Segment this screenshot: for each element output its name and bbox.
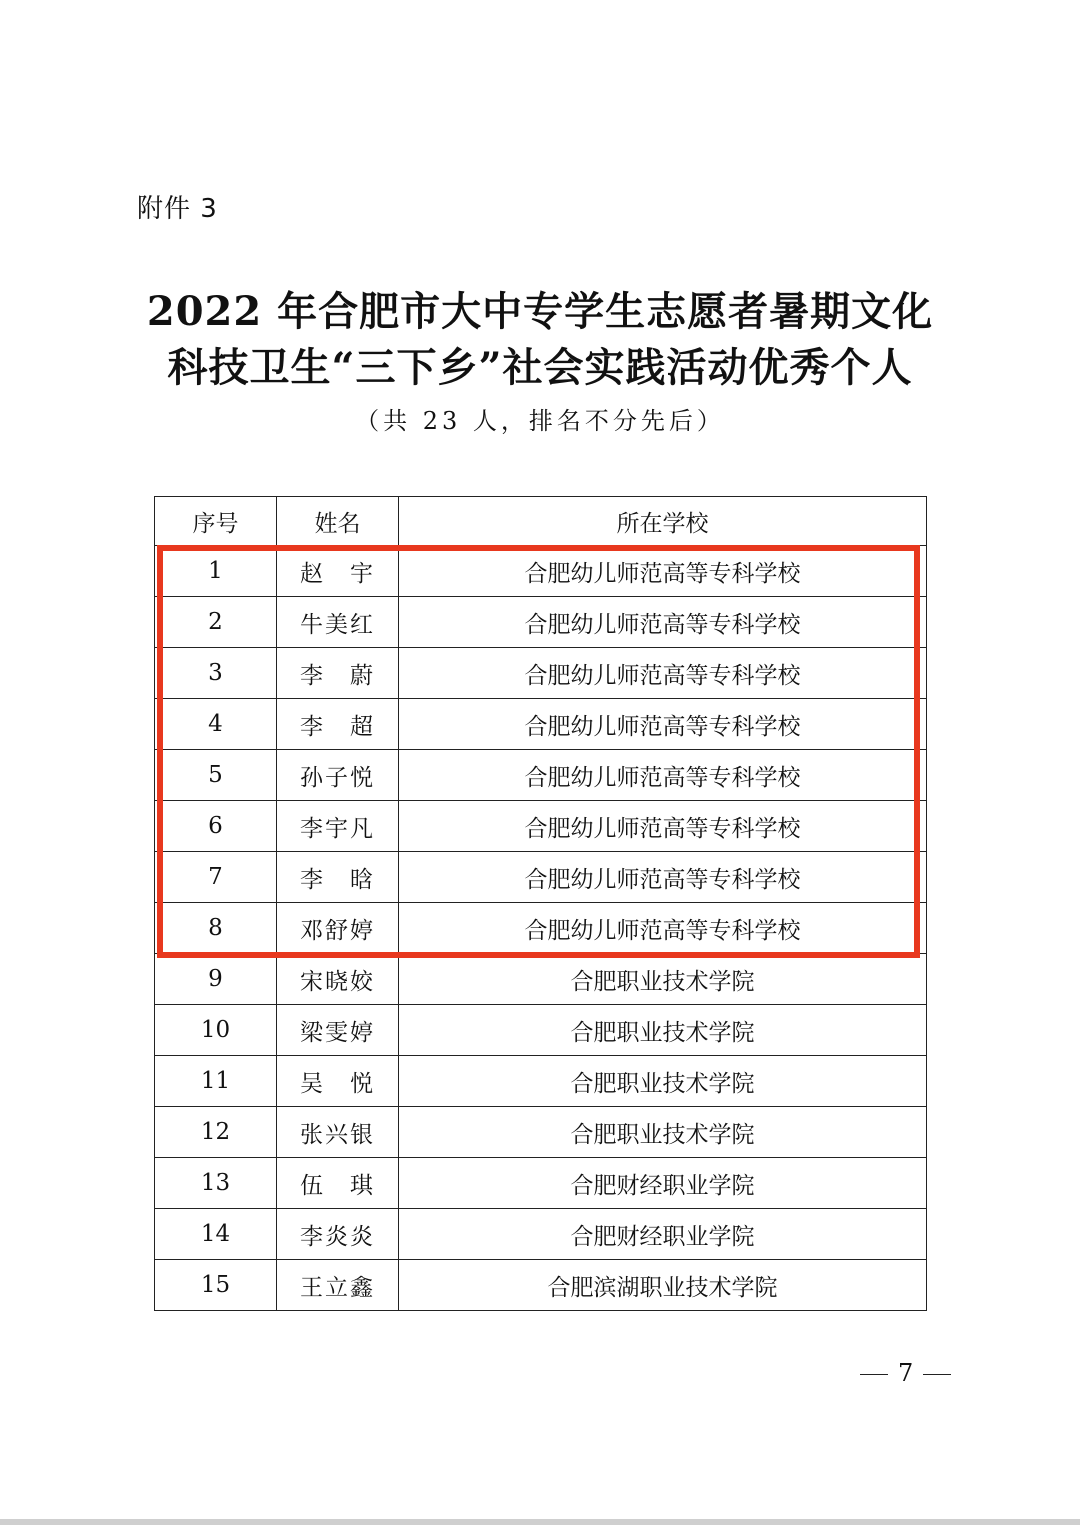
table-row (155, 852, 927, 903)
page-bottom-edge (0, 1519, 1080, 1525)
document-title-line-1: 2022 年合肥市大中专学生志愿者暑期文化 (146, 288, 934, 335)
row-number: 8 (155, 903, 277, 954)
row-number: 3 (155, 648, 277, 699)
row-number: 4 (155, 699, 277, 750)
row-school: 合肥职业技术学院 (399, 1005, 927, 1056)
row-name: 伍 琪 (277, 1158, 399, 1209)
row-school: 合肥财经职业学院 (399, 1209, 927, 1260)
table-row (155, 1005, 927, 1056)
row-name: 梁雯婷 (277, 1005, 399, 1056)
row-school: 合肥幼儿师范高等专科学校 (399, 903, 927, 954)
table-header-row (155, 497, 927, 546)
header-school: 所在学校 (399, 497, 927, 546)
row-number: 6 (155, 801, 277, 852)
row-name: 李炎炎 (277, 1209, 399, 1260)
page-number-value: 7 (898, 1359, 914, 1387)
awardee-table (154, 496, 927, 1311)
row-school: 合肥幼儿师范高等专科学校 (399, 801, 927, 852)
row-name: 李 超 (277, 699, 399, 750)
row-school: 合肥幼儿师范高等专科学校 (399, 597, 927, 648)
row-number: 15 (155, 1260, 277, 1311)
header-number: 序号 (155, 497, 277, 546)
row-name: 李宇凡 (277, 801, 399, 852)
row-name: 宋晓姣 (277, 954, 399, 1005)
row-name: 李 蔚 (277, 648, 399, 699)
table-row (155, 954, 927, 1005)
table-row (155, 597, 927, 648)
table-row (155, 648, 927, 699)
document-subtitle: （共 23 人，排名不分先后） (355, 407, 725, 435)
row-name: 王立鑫 (277, 1260, 399, 1311)
row-name: 赵 宇 (277, 546, 399, 597)
row-name: 张兴银 (277, 1107, 399, 1158)
table-row (155, 546, 927, 597)
page-number (850, 1356, 961, 1390)
table-row (155, 903, 927, 954)
row-school: 合肥幼儿师范高等专科学校 (399, 750, 927, 801)
row-number: 7 (155, 852, 277, 903)
row-number: 11 (155, 1056, 277, 1107)
attachment-label: 附件 3 (137, 194, 218, 224)
row-name: 李 晗 (277, 852, 399, 903)
row-school: 合肥幼儿师范高等专科学校 (399, 699, 927, 750)
row-number: 1 (155, 546, 277, 597)
table-row (155, 1158, 927, 1209)
row-school: 合肥幼儿师范高等专科学校 (399, 648, 927, 699)
row-number: 5 (155, 750, 277, 801)
table-row (155, 750, 927, 801)
row-number: 2 (155, 597, 277, 648)
row-number: 12 (155, 1107, 277, 1158)
table-row (155, 1209, 927, 1260)
row-number: 14 (155, 1209, 277, 1260)
row-school: 合肥职业技术学院 (399, 1056, 927, 1107)
row-name: 孙子悦 (277, 750, 399, 801)
row-school: 合肥幼儿师范高等专科学校 (399, 852, 927, 903)
row-number: 13 (155, 1158, 277, 1209)
row-name: 邓舒婷 (277, 903, 399, 954)
row-name: 吴 悦 (277, 1056, 399, 1107)
row-school: 合肥滨湖职业技术学院 (399, 1260, 927, 1311)
document-title-line-2: 科技卫生“三下乡”社会实践活动优秀个人 (167, 344, 913, 391)
page-number-dash-left (860, 1374, 888, 1375)
table-row (155, 1107, 927, 1158)
row-school: 合肥幼儿师范高等专科学校 (399, 546, 927, 597)
row-school: 合肥财经职业学院 (399, 1158, 927, 1209)
page-number-dash-right (923, 1374, 951, 1375)
table-row (155, 1056, 927, 1107)
row-school: 合肥职业技术学院 (399, 1107, 927, 1158)
table-row (155, 699, 927, 750)
row-name: 牛美红 (277, 597, 399, 648)
row-school: 合肥职业技术学院 (399, 954, 927, 1005)
table-row (155, 801, 927, 852)
header-name: 姓名 (277, 497, 399, 546)
row-number: 10 (155, 1005, 277, 1056)
row-number: 9 (155, 954, 277, 1005)
table-row (155, 1260, 927, 1311)
